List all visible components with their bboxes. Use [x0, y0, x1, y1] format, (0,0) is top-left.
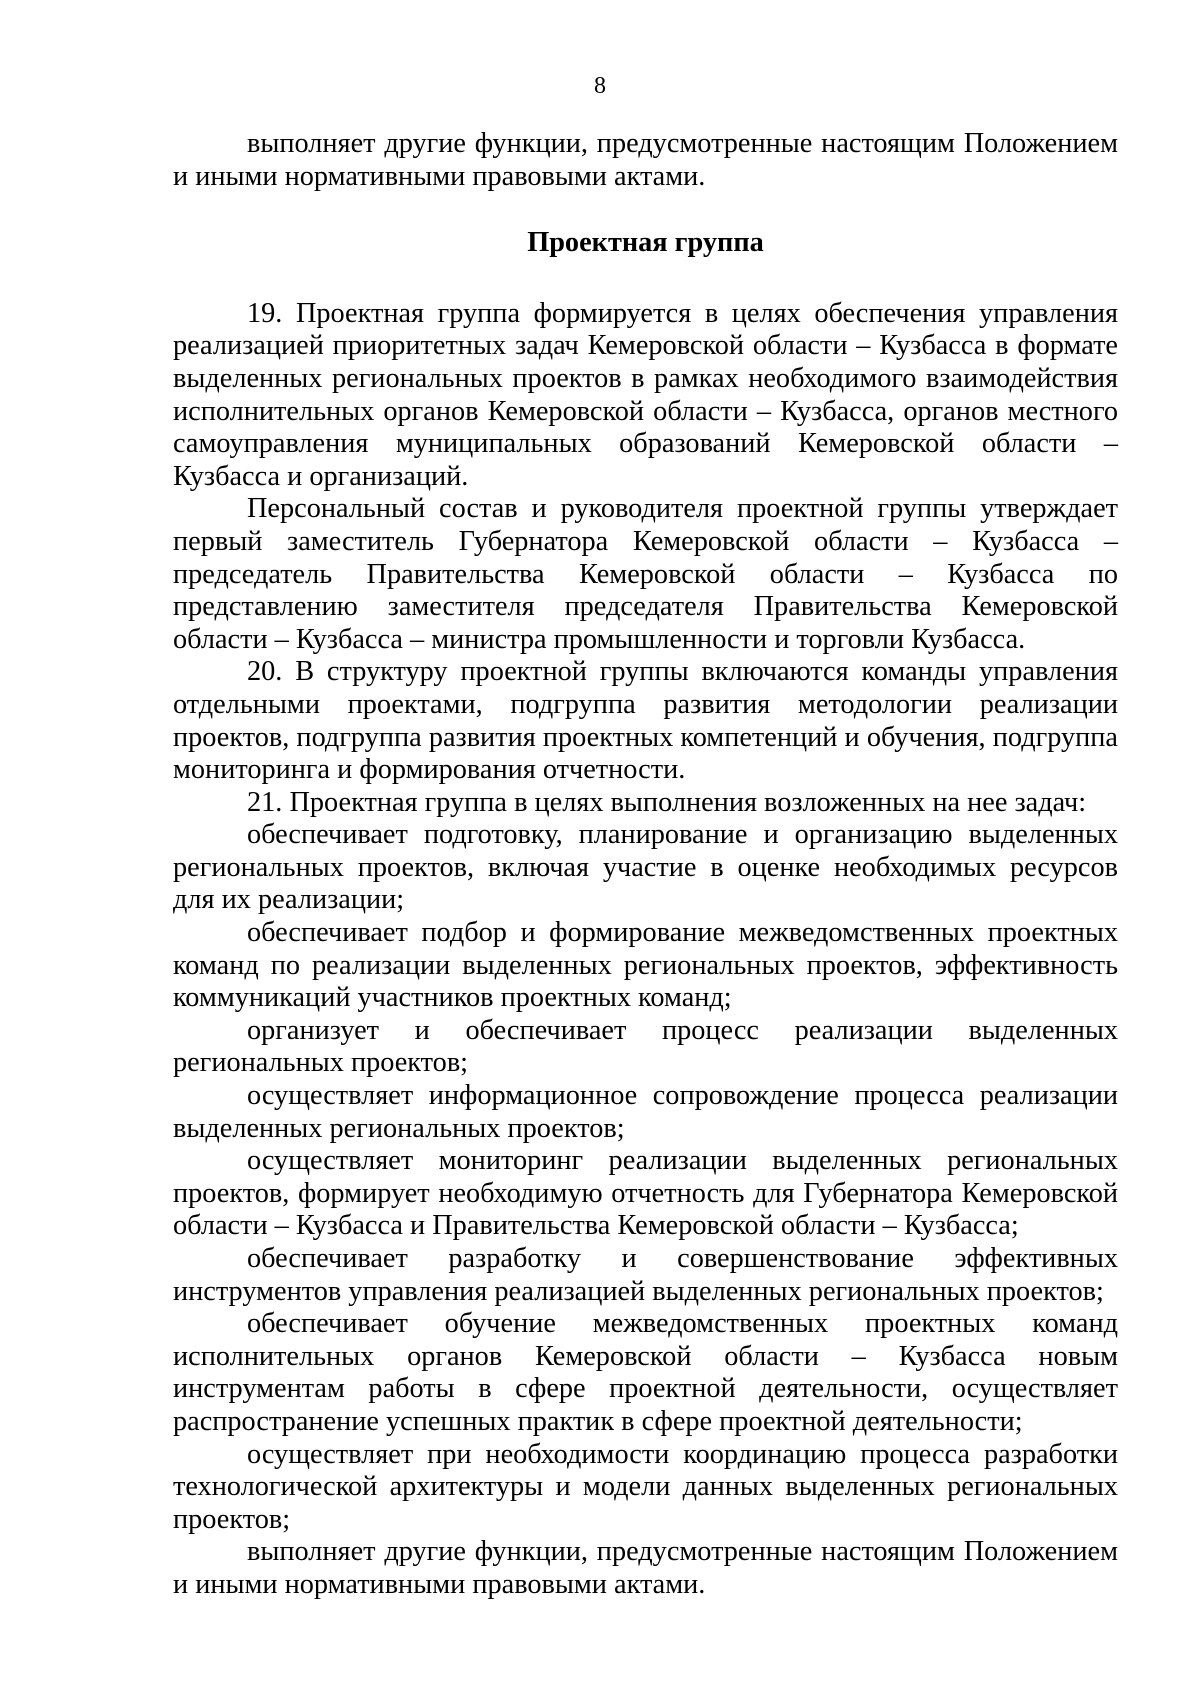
list-item: осуществляет мониторинг реализации выделенных региональных проектов, формирует необходимую отчетность для Губернатора Кемеровской области – Кузбасса и Правительства Кемеровской области – Кузбасса;: [173, 1145, 1118, 1242]
paragraph-21: 21. Проектная группа в целях выполнения возложенных на нее задач:: [247, 786, 1087, 818]
list-item: осуществляет при необходимости координацию процесса разработки технологической архитектуры и модели данных выделенных региональных проектов;: [173, 1438, 1118, 1535]
section-heading: Проектная группа: [527, 227, 764, 259]
page-number: 8: [594, 73, 606, 99]
paragraph-20: 20. В структуру проектной группы включаются команды управления отдельными проектами, подгруппа развития методологии реализации проектов, подгруппа развития проектных компетенций и обучения, подгруппа мониторинга и формирования отчетности.: [173, 656, 1118, 786]
paragraph-personnel: Персональный состав и руководителя проектной группы утверждает первый заместитель Губернатора Кемеровской области – Кузбасса – председатель Правительства Кемеровской области – Кузбасса по представлению заместителя председателя Правительства Кемеровской области – Кузбасса – министра промышленности и торговли Кузбасса.: [173, 493, 1118, 655]
list-item: выполняет другие функции, предусмотренные настоящим Положением и иными нормативными правовыми актами.: [173, 1536, 1118, 1600]
list-item: обеспечивает подготовку, планирование и организацию выделенных региональных проектов, включая участие в оценке необходимых ресурсов для их реализации;: [173, 819, 1118, 916]
list-item: осуществляет информационное сопровождение процесса реализации выделенных региональных проектов;: [173, 1080, 1118, 1144]
list-item: обеспечивает разработку и совершенствование эффективных инструментов управления реализацией выделенных региональных проектов;: [173, 1243, 1118, 1307]
list-item: обеспечивает подбор и формирование межведомственных проектных команд по реализации выделенных региональных проектов, эффективность коммуникаций участников проектных команд;: [173, 917, 1118, 1014]
paragraph-19: 19. Проектная группа формируется в целях обеспечения управления реализацией приоритетных задач Кемеровской области – Кузбасса в формате выделенных региональных проектов в рамках необходимого взаимодействия исполнительных органов Кемеровской области – Кузбасса, органов местного самоуправления муниципальных образований Кемеровской области – Кузбасса и организаций.: [173, 297, 1118, 492]
document-body: [173, 128, 1118, 1602]
list-item: организует и обеспечивает процесс реализации выделенных региональных проектов;: [173, 1014, 1118, 1079]
list-item: обеспечивает обучение межведомственных проектных команд исполнительных органов Кемеровской области – Кузбасса новым инструментам работы в сфере проектной деятельности, осуществляет распространение успешных практик в сфере проектной деятельности;: [173, 1308, 1118, 1437]
paragraph-intro: выполняет другие функции, предусмотренные настоящим Положением и иными нормативными правовыми актами.: [173, 128, 1118, 192]
